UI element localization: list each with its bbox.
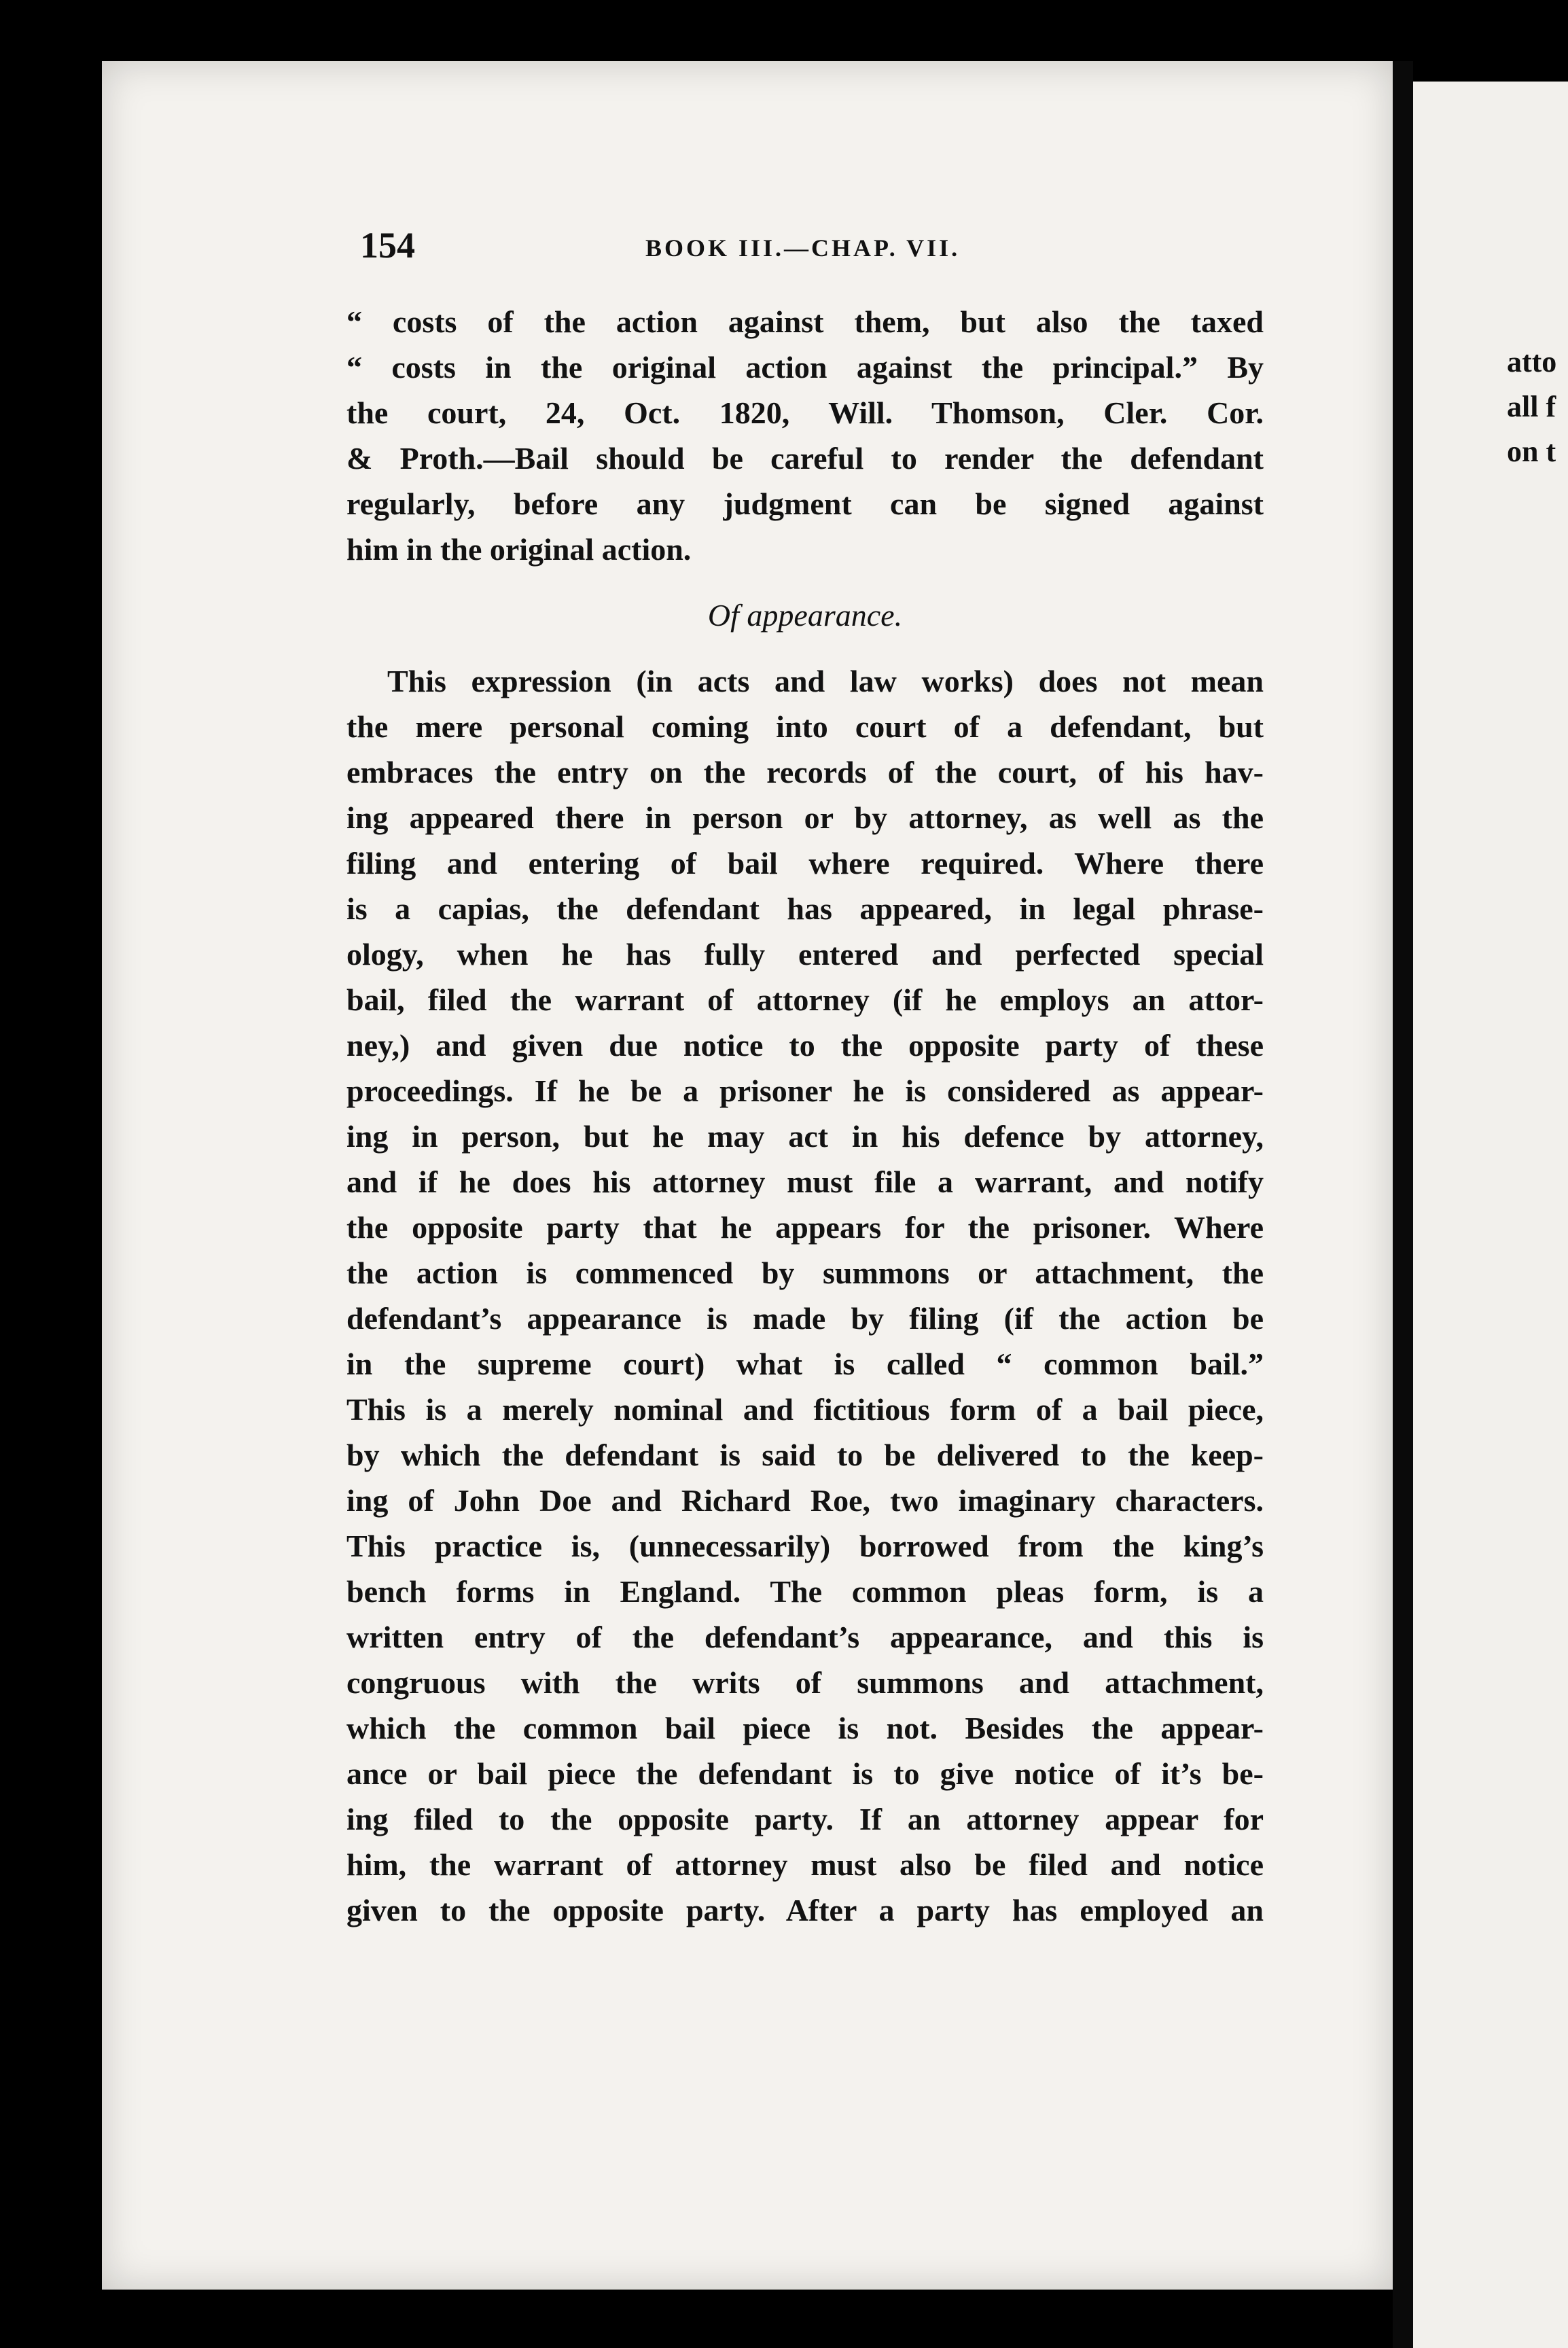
text-line: ing of John Doe and Richard Roe, two imaginary characters. bbox=[346, 1483, 1264, 1518]
running-head: BOOK III.—CHAP. VII. bbox=[645, 234, 961, 262]
text-line: congruous with the writs of summons and attachment, bbox=[346, 1665, 1264, 1700]
text-line: “ costs of the action against them, but also the taxed bbox=[346, 304, 1264, 339]
text-line: embraces the entry on the records of the court, of his hav- bbox=[346, 755, 1264, 789]
page-header bbox=[360, 224, 1311, 279]
page-number: 154 bbox=[360, 225, 415, 266]
text-line: regularly, before any judgment can be signed against bbox=[346, 486, 1264, 521]
text-line: him, the warrant of attorney must also be filed and notice bbox=[346, 1847, 1264, 1882]
section-heading: Of appearance. bbox=[707, 598, 903, 633]
text-line: which the common bail piece is not. Besides the appear- bbox=[346, 1711, 1264, 1745]
text-line: ance or bail piece the defendant is to give notice of it’s be- bbox=[346, 1756, 1264, 1791]
text-line: him in the original action. bbox=[346, 532, 692, 567]
text-line: written entry of the defendant’s appearance, and this is bbox=[346, 1620, 1264, 1654]
facing-line: on t bbox=[1507, 435, 1556, 468]
text-line: filing and entering of bail where required. Where there bbox=[346, 846, 1264, 880]
text-line: the mere personal coming into court of a defendant, but bbox=[346, 709, 1264, 744]
text-line: the court, 24, Oct. 1820, Will. Thomson, Cler. Cor. bbox=[346, 395, 1264, 430]
text-line: is a capias, the defendant has appeared, in legal phrase- bbox=[346, 891, 1264, 926]
book-gutter bbox=[1393, 61, 1413, 2348]
text-line: ing in person, but he may act in his defence by attorney, bbox=[346, 1119, 1264, 1154]
facing-line: all f bbox=[1507, 390, 1556, 423]
body-text bbox=[346, 299, 1264, 1933]
text-line: given to the opposite party. After a party has employed an bbox=[346, 1893, 1264, 1927]
text-line: and if he does his attorney must file a warrant, and notify bbox=[346, 1164, 1264, 1199]
text-line: ney,) and given due notice to the opposite party of these bbox=[346, 1028, 1264, 1063]
text-line: This expression (in acts and law works) does not mean bbox=[387, 664, 1264, 698]
text-line: the opposite party that he appears for the prisoner. Where bbox=[346, 1210, 1264, 1245]
text-line: “ costs in the original action against the principal.” By bbox=[346, 350, 1264, 385]
facing-line: atto bbox=[1507, 345, 1557, 378]
text-line: by which the defendant is said to be delivered to the keep- bbox=[346, 1438, 1264, 1472]
text-line: the action is commenced by summons or attachment, the bbox=[346, 1256, 1264, 1290]
text-line: ing appeared there in person or by attorney, as well as the bbox=[346, 800, 1264, 835]
text-line: bench forms in England. The common pleas form, is a bbox=[346, 1574, 1264, 1609]
text-line: ing filed to the opposite party. If an attorney appear for bbox=[346, 1802, 1264, 1836]
text-line: bail, filed the warrant of attorney (if he employs an attor- bbox=[346, 982, 1264, 1017]
text-line: This practice is, (unnecessarily) borrowed from the king’s bbox=[346, 1529, 1264, 1563]
text-line: & Proth.—Bail should be careful to render the defendant bbox=[346, 441, 1264, 476]
text-line: defendant’s appearance is made by filing (if the action be bbox=[346, 1301, 1264, 1336]
text-line: ology, when he has fully entered and perfected special bbox=[346, 937, 1264, 972]
facing-page-text bbox=[1507, 340, 1556, 474]
text-line: in the supreme court) what is called “ common bail.” bbox=[346, 1347, 1264, 1381]
text-line: This is a merely nominal and fictitious form of a bail piece, bbox=[346, 1392, 1264, 1427]
text-line: proceedings. If he be a prisoner he is considered as appear- bbox=[346, 1073, 1264, 1108]
